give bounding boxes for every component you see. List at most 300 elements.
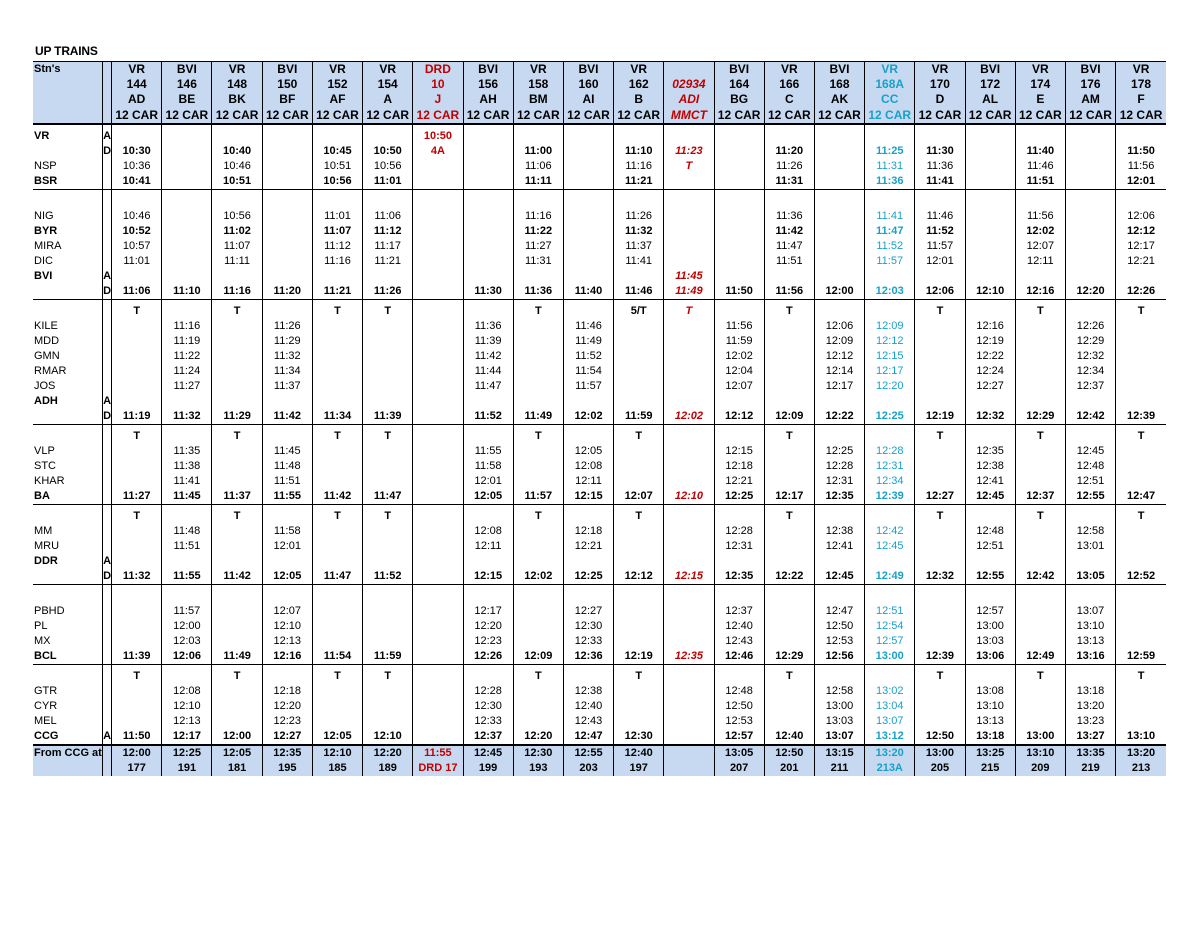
arr-dep-marker bbox=[103, 349, 112, 364]
time-cell: 11:48 bbox=[262, 459, 312, 474]
time-cell bbox=[513, 634, 563, 649]
time-cell: 11:35 bbox=[162, 444, 212, 459]
time-cell bbox=[463, 224, 513, 239]
time-cell: 12:19 bbox=[614, 649, 664, 665]
arr-dep-marker bbox=[103, 209, 112, 224]
train-header-cell: 12 CAR bbox=[965, 107, 1015, 124]
time-cell bbox=[965, 429, 1015, 444]
time-cell bbox=[513, 474, 563, 489]
time-cell: 12:06 bbox=[814, 319, 864, 334]
time-cell bbox=[1065, 144, 1115, 159]
time-cell: 11:21 bbox=[614, 174, 664, 190]
time-cell: 12:38 bbox=[814, 524, 864, 539]
time-cell: 12:41 bbox=[814, 539, 864, 554]
time-cell: 11:01 bbox=[312, 209, 362, 224]
time-cell bbox=[614, 444, 664, 459]
time-cell: 12:54 bbox=[865, 619, 915, 634]
time-cell: 13:07 bbox=[814, 729, 864, 745]
time-cell bbox=[965, 239, 1015, 254]
time-cell: 12:12 bbox=[614, 569, 664, 585]
time-cell bbox=[363, 349, 413, 364]
train-header-cell: VR bbox=[112, 62, 162, 78]
time-cell bbox=[413, 604, 463, 619]
time-cell bbox=[614, 524, 664, 539]
time-cell: 12:01 bbox=[915, 254, 965, 269]
time-cell bbox=[664, 444, 714, 459]
time-cell bbox=[312, 379, 362, 394]
time-cell bbox=[413, 619, 463, 634]
station-name: MX bbox=[34, 635, 51, 647]
arr-dep-marker: D bbox=[103, 409, 112, 425]
time-cell bbox=[664, 509, 714, 524]
train-header-cell: VR bbox=[915, 62, 965, 78]
time-cell: 12:07 bbox=[714, 379, 764, 394]
footer-cell: 11:55 bbox=[413, 745, 463, 761]
time-cell: 12:09 bbox=[764, 409, 814, 425]
time-cell bbox=[664, 634, 714, 649]
time-cell: 11:42 bbox=[312, 489, 362, 505]
station-name: GMN bbox=[34, 350, 60, 362]
time-cell bbox=[764, 699, 814, 714]
time-cell: 11:52 bbox=[563, 349, 613, 364]
time-cell bbox=[413, 269, 463, 284]
time-cell: T bbox=[312, 509, 362, 524]
footer-cell: 13:00 bbox=[915, 745, 965, 761]
time-cell bbox=[363, 194, 413, 209]
time-cell: 11:16 bbox=[614, 159, 664, 174]
time-cell: 12:45 bbox=[865, 539, 915, 554]
time-cell: 11:31 bbox=[865, 159, 915, 174]
time-cell bbox=[413, 224, 463, 239]
time-cell: 11:37 bbox=[212, 489, 262, 505]
time-cell: T bbox=[1116, 509, 1166, 524]
time-cell bbox=[664, 429, 714, 444]
time-cell: 11:19 bbox=[162, 334, 212, 349]
time-cell bbox=[563, 669, 613, 684]
time-cell bbox=[764, 379, 814, 394]
time-cell bbox=[413, 174, 463, 190]
time-cell bbox=[814, 239, 864, 254]
station-row bbox=[33, 684, 1166, 699]
time-cell bbox=[413, 589, 463, 604]
time-cell bbox=[965, 144, 1015, 159]
time-cell: 13:13 bbox=[965, 714, 1015, 729]
train-header-cell: D bbox=[915, 92, 965, 107]
time-cell: 10:36 bbox=[112, 159, 162, 174]
station-row bbox=[33, 254, 1166, 269]
time-cell: 12:32 bbox=[915, 569, 965, 585]
time-cell bbox=[262, 304, 312, 319]
time-cell: 12:46 bbox=[714, 649, 764, 665]
train-header-cell: 12 CAR bbox=[1116, 107, 1166, 124]
time-cell: T bbox=[513, 304, 563, 319]
time-cell bbox=[363, 619, 413, 634]
time-cell bbox=[664, 619, 714, 634]
time-cell bbox=[513, 459, 563, 474]
time-cell: 12:17 bbox=[463, 604, 513, 619]
time-cell bbox=[1015, 589, 1065, 604]
ad-header-blank bbox=[103, 77, 112, 92]
time-cell bbox=[764, 319, 814, 334]
time-cell: T bbox=[764, 669, 814, 684]
time-cell: 12:49 bbox=[1015, 649, 1065, 665]
time-cell: 12:43 bbox=[714, 634, 764, 649]
station-name: BVI bbox=[34, 270, 53, 282]
time-cell bbox=[1116, 699, 1166, 714]
time-cell: 12:29 bbox=[1065, 334, 1115, 349]
time-cell: 12:47 bbox=[814, 604, 864, 619]
time-cell bbox=[714, 159, 764, 174]
time-cell: 11:50 bbox=[112, 729, 162, 745]
time-cell: 12:02 bbox=[1015, 224, 1065, 239]
time-cell bbox=[262, 269, 312, 284]
time-cell: 12:19 bbox=[965, 334, 1015, 349]
time-cell bbox=[413, 239, 463, 254]
train-header-cell: 12 CAR bbox=[614, 107, 664, 124]
time-cell bbox=[1015, 379, 1065, 394]
time-cell bbox=[413, 284, 463, 300]
time-cell: 12:55 bbox=[965, 569, 1015, 585]
footer-cell: 191 bbox=[162, 761, 212, 776]
time-cell bbox=[915, 194, 965, 209]
station-row bbox=[33, 619, 1166, 634]
time-cell bbox=[112, 714, 162, 729]
time-cell bbox=[664, 589, 714, 604]
time-cell bbox=[814, 509, 864, 524]
arr-dep-marker bbox=[103, 239, 112, 254]
train-header-cell: 12 CAR bbox=[413, 107, 463, 124]
time-cell: 11:32 bbox=[162, 409, 212, 425]
time-cell: 13:00 bbox=[1015, 729, 1065, 745]
time-cell: 12:15 bbox=[714, 444, 764, 459]
time-cell bbox=[112, 334, 162, 349]
train-header-cell: 146 bbox=[162, 77, 212, 92]
time-cell bbox=[714, 429, 764, 444]
time-cell: 12:39 bbox=[865, 489, 915, 505]
time-cell: 11:07 bbox=[212, 239, 262, 254]
time-cell: 12:06 bbox=[915, 284, 965, 300]
station-name: VR bbox=[34, 130, 50, 142]
time-cell bbox=[915, 589, 965, 604]
time-cell bbox=[112, 319, 162, 334]
time-cell bbox=[312, 619, 362, 634]
time-cell bbox=[413, 489, 463, 505]
time-cell bbox=[363, 379, 413, 394]
time-cell bbox=[363, 699, 413, 714]
station-name: MM bbox=[34, 525, 53, 537]
time-cell bbox=[112, 634, 162, 649]
time-cell: 12:10 bbox=[262, 619, 312, 634]
header-row bbox=[33, 77, 1166, 92]
time-cell: 13:03 bbox=[965, 634, 1015, 649]
time-cell bbox=[162, 554, 212, 569]
time-cell: 11:26 bbox=[614, 209, 664, 224]
time-cell: 12:15 bbox=[463, 569, 513, 585]
time-cell: 12:13 bbox=[262, 634, 312, 649]
time-cell bbox=[112, 349, 162, 364]
time-cell: T bbox=[915, 429, 965, 444]
time-cell: T bbox=[915, 304, 965, 319]
time-cell: T bbox=[312, 304, 362, 319]
time-cell: 11:52 bbox=[865, 239, 915, 254]
footer-cell: 177 bbox=[112, 761, 162, 776]
time-cell bbox=[413, 714, 463, 729]
footer-ad-blank bbox=[103, 745, 112, 761]
time-cell: T bbox=[112, 509, 162, 524]
time-cell bbox=[212, 604, 262, 619]
time-cell bbox=[814, 669, 864, 684]
time-cell bbox=[814, 209, 864, 224]
time-cell bbox=[764, 589, 814, 604]
time-cell: 12:57 bbox=[865, 634, 915, 649]
time-cell: 11:16 bbox=[212, 284, 262, 300]
time-cell bbox=[1015, 444, 1065, 459]
time-cell bbox=[513, 319, 563, 334]
time-cell: 11:55 bbox=[262, 489, 312, 505]
time-cell bbox=[865, 269, 915, 284]
time-cell: 11:51 bbox=[1015, 174, 1065, 190]
time-cell bbox=[664, 729, 714, 745]
time-cell: 11:52 bbox=[363, 569, 413, 585]
time-cell: 12:51 bbox=[1065, 474, 1115, 489]
time-cell bbox=[262, 144, 312, 159]
time-cell: 12:26 bbox=[1065, 319, 1115, 334]
time-cell bbox=[212, 714, 262, 729]
station-row bbox=[33, 174, 1166, 190]
time-cell bbox=[563, 304, 613, 319]
time-cell: 11:46 bbox=[614, 284, 664, 300]
train-header-cell: BF bbox=[262, 92, 312, 107]
time-cell: 11:56 bbox=[1015, 209, 1065, 224]
time-cell: 11:56 bbox=[714, 319, 764, 334]
arr-dep-marker: A bbox=[103, 729, 112, 745]
time-cell bbox=[513, 129, 563, 144]
time-cell bbox=[413, 524, 463, 539]
time-cell: 12:29 bbox=[1015, 409, 1065, 425]
footer-cell bbox=[664, 761, 714, 776]
time-cell bbox=[764, 714, 814, 729]
time-cell: 11:20 bbox=[764, 144, 814, 159]
time-cell bbox=[312, 604, 362, 619]
time-cell bbox=[1116, 379, 1166, 394]
time-cell: T bbox=[312, 669, 362, 684]
train-header-cell: 156 bbox=[463, 77, 513, 92]
arr-dep-marker bbox=[103, 604, 112, 619]
time-cell: 13:10 bbox=[1065, 619, 1115, 634]
time-cell bbox=[212, 684, 262, 699]
time-cell bbox=[614, 604, 664, 619]
time-cell bbox=[714, 304, 764, 319]
train-header-cell: VR bbox=[764, 62, 814, 78]
train-header-cell: 12 CAR bbox=[312, 107, 362, 124]
time-cell: 12:31 bbox=[865, 459, 915, 474]
time-cell bbox=[112, 554, 162, 569]
time-cell bbox=[312, 334, 362, 349]
time-cell: 11:50 bbox=[1116, 144, 1166, 159]
time-cell bbox=[814, 194, 864, 209]
time-cell: 11:41 bbox=[162, 474, 212, 489]
time-cell bbox=[312, 714, 362, 729]
time-cell: 12:17 bbox=[162, 729, 212, 745]
time-cell bbox=[513, 379, 563, 394]
time-cell bbox=[664, 684, 714, 699]
footer-cell: 12:55 bbox=[563, 745, 613, 761]
time-cell: 12:27 bbox=[965, 379, 1015, 394]
time-cell bbox=[312, 394, 362, 409]
time-cell: 12:05 bbox=[563, 444, 613, 459]
time-cell: 11:11 bbox=[212, 254, 262, 269]
station-row bbox=[33, 729, 1166, 745]
time-cell bbox=[312, 539, 362, 554]
time-cell bbox=[664, 209, 714, 224]
time-cell: 11:41 bbox=[614, 254, 664, 269]
train-header-cell: 160 bbox=[563, 77, 613, 92]
footer-cell: 13:35 bbox=[1065, 745, 1115, 761]
time-cell: 12:45 bbox=[814, 569, 864, 585]
station-name: RMAR bbox=[34, 365, 67, 377]
time-cell: 11:58 bbox=[463, 459, 513, 474]
train-header-cell: 12 CAR bbox=[1065, 107, 1115, 124]
time-cell bbox=[714, 269, 764, 284]
time-cell bbox=[865, 429, 915, 444]
time-cell bbox=[915, 459, 965, 474]
time-cell: T bbox=[664, 159, 714, 174]
time-cell: 12:11 bbox=[1015, 254, 1065, 269]
train-header-cell: BVI bbox=[262, 62, 312, 78]
time-cell: T bbox=[614, 669, 664, 684]
time-cell: 12:01 bbox=[1116, 174, 1166, 190]
station-row bbox=[33, 144, 1166, 159]
train-header-cell: ADI bbox=[664, 92, 714, 107]
time-cell bbox=[965, 174, 1015, 190]
time-cell: 12:34 bbox=[1065, 364, 1115, 379]
time-cell: 12:14 bbox=[814, 364, 864, 379]
time-cell: 12:50 bbox=[714, 699, 764, 714]
station-name: NIG bbox=[34, 210, 54, 222]
time-cell: 13:10 bbox=[965, 699, 1015, 714]
time-cell: 12:22 bbox=[965, 349, 1015, 364]
time-cell: 11:41 bbox=[865, 209, 915, 224]
time-cell: 11:38 bbox=[162, 459, 212, 474]
time-cell bbox=[363, 319, 413, 334]
time-cell bbox=[1116, 474, 1166, 489]
time-cell bbox=[764, 524, 814, 539]
train-header-cell: A bbox=[363, 92, 413, 107]
train-header-cell: 144 bbox=[112, 77, 162, 92]
time-cell bbox=[714, 194, 764, 209]
time-cell: 12:03 bbox=[865, 284, 915, 300]
time-cell: 10:30 bbox=[112, 144, 162, 159]
time-cell: T bbox=[1015, 669, 1065, 684]
train-header-cell: 12 CAR bbox=[865, 107, 915, 124]
time-cell bbox=[1015, 554, 1065, 569]
time-cell: 12:06 bbox=[162, 649, 212, 665]
arr-dep-marker bbox=[103, 649, 112, 665]
time-cell bbox=[915, 379, 965, 394]
time-cell bbox=[965, 669, 1015, 684]
footer-row bbox=[33, 745, 1166, 761]
train-header-cell: DRD bbox=[413, 62, 463, 78]
time-cell bbox=[764, 619, 814, 634]
time-cell bbox=[262, 669, 312, 684]
ad-header-blank bbox=[103, 107, 112, 124]
time-cell bbox=[1015, 129, 1065, 144]
time-cell: T bbox=[212, 304, 262, 319]
time-cell bbox=[814, 589, 864, 604]
time-cell bbox=[714, 554, 764, 569]
time-cell bbox=[112, 269, 162, 284]
time-cell bbox=[915, 444, 965, 459]
time-cell: 13:05 bbox=[1065, 569, 1115, 585]
time-cell bbox=[212, 394, 262, 409]
time-cell bbox=[413, 194, 463, 209]
time-cell: 12:57 bbox=[965, 604, 1015, 619]
time-cell: 12:24 bbox=[965, 364, 1015, 379]
time-cell bbox=[162, 174, 212, 190]
time-cell bbox=[413, 699, 463, 714]
train-header-cell: 154 bbox=[363, 77, 413, 92]
train-header-cell: AL bbox=[965, 92, 1015, 107]
time-cell: 12:09 bbox=[513, 649, 563, 665]
time-cell: 12:29 bbox=[764, 649, 814, 665]
time-cell: 12:42 bbox=[1015, 569, 1065, 585]
page-title: UP TRAINS bbox=[35, 44, 98, 58]
time-cell bbox=[413, 669, 463, 684]
time-cell bbox=[1015, 539, 1065, 554]
time-cell: 12:37 bbox=[463, 729, 513, 745]
time-cell: 12:25 bbox=[814, 444, 864, 459]
arr-dep-marker bbox=[103, 379, 112, 394]
time-cell bbox=[312, 524, 362, 539]
time-cell: 5/T bbox=[614, 304, 664, 319]
time-cell: 12:11 bbox=[563, 474, 613, 489]
arr-dep-marker bbox=[103, 714, 112, 729]
time-cell: 12:22 bbox=[814, 409, 864, 425]
time-cell bbox=[865, 194, 915, 209]
time-cell bbox=[312, 269, 362, 284]
time-cell: 12:32 bbox=[965, 409, 1015, 425]
time-cell: 11:52 bbox=[915, 224, 965, 239]
arr-dep-marker bbox=[103, 429, 112, 444]
train-header-cell: VR bbox=[865, 62, 915, 78]
time-cell bbox=[614, 379, 664, 394]
time-cell: 13:06 bbox=[965, 649, 1015, 665]
footer-cell: 13:20 bbox=[1116, 745, 1166, 761]
time-cell bbox=[614, 684, 664, 699]
time-cell: 11:10 bbox=[614, 144, 664, 159]
time-cell: 12:35 bbox=[814, 489, 864, 505]
time-cell bbox=[363, 684, 413, 699]
time-cell: 12:52 bbox=[1116, 569, 1166, 585]
time-cell bbox=[112, 474, 162, 489]
footer-ad-blank bbox=[103, 761, 112, 776]
time-cell: 12:12 bbox=[714, 409, 764, 425]
train-header-cell: 12 CAR bbox=[1015, 107, 1065, 124]
footer-cell: 203 bbox=[563, 761, 613, 776]
time-cell bbox=[563, 129, 613, 144]
time-cell bbox=[312, 319, 362, 334]
time-cell: 11:42 bbox=[764, 224, 814, 239]
time-cell bbox=[664, 239, 714, 254]
time-cell bbox=[814, 304, 864, 319]
up-trains-timetable bbox=[33, 61, 1166, 776]
time-cell: 12:20 bbox=[262, 699, 312, 714]
time-cell: T bbox=[363, 429, 413, 444]
time-cell: 12:50 bbox=[915, 729, 965, 745]
time-cell bbox=[915, 364, 965, 379]
time-cell bbox=[363, 524, 413, 539]
train-header-cell: BE bbox=[162, 92, 212, 107]
